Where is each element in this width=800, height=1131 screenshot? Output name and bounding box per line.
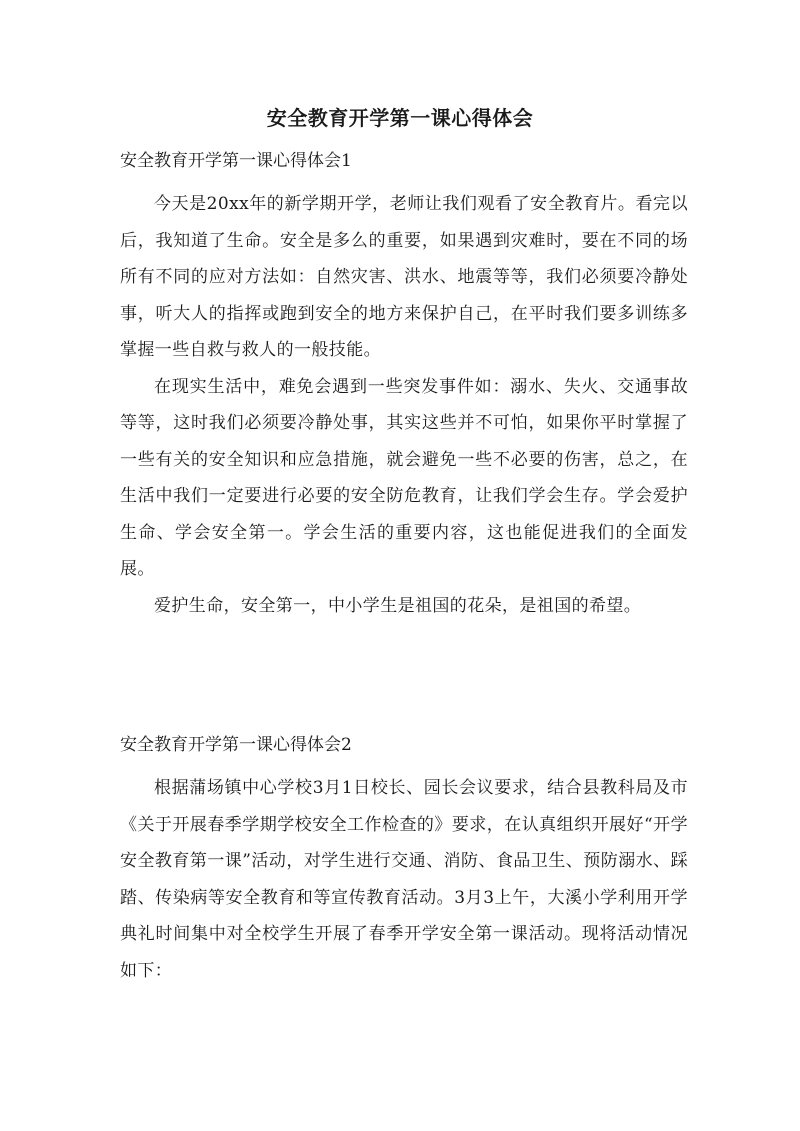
paragraph: 爱护生命，安全第一，中小学生是祖国的花朵，是祖国的希望。 xyxy=(154,595,642,616)
paragraph: 在现实生活中，难免会遇到一些突发事件如：溺水、失火、交通事故等等，这时我们必须要冷静处事，其实这些并不可怕，如果你平时掌握了一些有关的安全知识和应急措施，就会避免一些不必要的伤害，总之，在生活中我们一定要进行必要的安全防危教育，让我们学会生存。学会爱护生命、学会安全第一。学会生活的重要内容，这也能促进我们的全面发展。 xyxy=(120,376,688,579)
section-1 xyxy=(120,146,688,624)
section-heading: 安全教育开学第一课心得体会2 xyxy=(120,735,352,755)
section-2 xyxy=(120,730,688,989)
section-heading: 安全教育开学第一课心得体会1 xyxy=(120,151,352,171)
paragraph: 今天是20xx年的新学期开学，老师让我们观看了安全教育片。看完以后，我知道了生命。安全是多么的重要，如果遇到灾难时，要在不同的场所有不同的应对方法如：自然灾害、洪水、地震等等，我们必须要冷静处事，听大人的指挥或跑到安全的地方来保护自己，在平时我们要多训练多掌握一些自救与救人的一般技能。 xyxy=(120,194,688,360)
paragraph: 根据蒲场镇中心学校3月1日校长、园长会议要求，结合县教科局及市《关于开展春季学期学校安全工作检查的》要求，在认真组织开展好“开学安全教育第一课”活动，对学生进行交通、消防、食品卫生、预防溺水、踩踏、传染病等安全教育和等宣传教育活动。3月3上午，大溪小学利用开学典礼时间集中对全校学生开展了春季开学安全第一课活动。现将活动情况如下： xyxy=(120,778,688,981)
document-title: 安全教育开学第一课心得体会 xyxy=(266,106,534,130)
